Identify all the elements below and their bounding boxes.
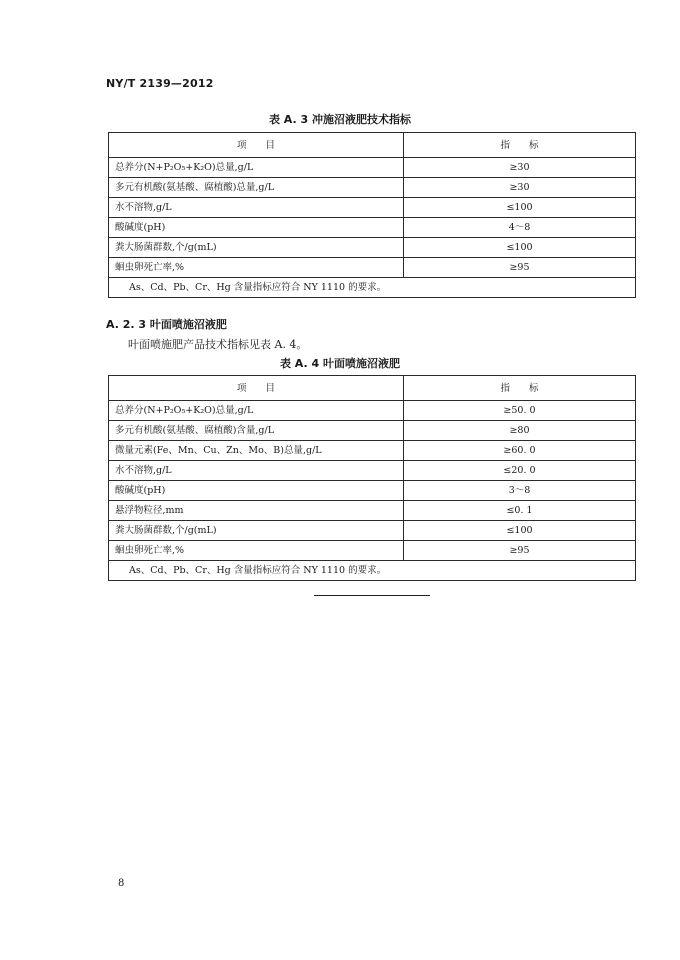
row-value: ≥95 <box>404 258 636 278</box>
row-item: 悬浮物粒径,mm <box>109 501 404 521</box>
row-item: 水不溶物,g/L <box>109 198 404 218</box>
row-value: ≥60. 0 <box>404 441 636 461</box>
table-note: As、Cd、Pb、Cr、Hg 含量指标应符合 NY 1110 的要求。 <box>109 561 636 581</box>
table-row <box>109 198 636 218</box>
row-value: ≤100 <box>404 198 636 218</box>
page-number: 8 <box>118 878 125 889</box>
table-note-row <box>109 278 636 298</box>
table-row <box>109 481 636 501</box>
row-item: 微量元素(Fe、Mn、Cu、Zn、Mo、B)总量,g/L <box>109 441 404 461</box>
row-item: 蛔虫卵死亡率,% <box>109 258 404 278</box>
row-item: 蛔虫卵死亡率,% <box>109 541 404 561</box>
table-row <box>109 218 636 238</box>
row-value: ≤0. 1 <box>404 501 636 521</box>
table-a4-caption: 表 A. 4 叶面喷施沼液肥 <box>279 357 401 370</box>
table-row <box>109 441 636 461</box>
column-header-item: 项 目 <box>109 133 404 158</box>
table-header-row <box>109 376 636 401</box>
table-row <box>109 158 636 178</box>
column-header-index: 指 标 <box>404 133 636 158</box>
row-value: 4～8 <box>404 218 636 238</box>
table-note: As、Cd、Pb、Cr、Hg 含量指标应符合 NY 1110 的要求。 <box>109 278 636 298</box>
table-row <box>109 238 636 258</box>
table-a3-caption: 表 A. 3 冲施沼液肥技术指标 <box>268 113 412 126</box>
table-header-row <box>109 133 636 158</box>
row-item: 酸碱度(pH) <box>109 218 404 238</box>
table-row <box>109 401 636 421</box>
end-rule <box>314 595 430 596</box>
table-row <box>109 258 636 278</box>
table-row <box>109 501 636 521</box>
row-value: ≥80 <box>404 421 636 441</box>
row-value: ≥30 <box>404 158 636 178</box>
row-item: 粪大肠菌群数,个/g(mL) <box>109 521 404 541</box>
column-header-item: 项 目 <box>109 376 404 401</box>
section-paragraph: 叶面喷施肥产品技术指标见表 A. 4。 <box>128 338 308 351</box>
row-value: ≤100 <box>404 521 636 541</box>
row-item: 多元有机酸(氨基酸、腐植酸)总量,g/L <box>109 178 404 198</box>
table-row <box>109 461 636 481</box>
row-value: ≥95 <box>404 541 636 561</box>
standard-number: NY/T 2139—2012 <box>106 77 214 90</box>
row-value: ≤100 <box>404 238 636 258</box>
table-a4 <box>108 375 636 581</box>
row-item: 粪大肠菌群数,个/g(mL) <box>109 238 404 258</box>
column-header-index: 指 标 <box>404 376 636 401</box>
table-row <box>109 178 636 198</box>
table-row <box>109 421 636 441</box>
row-item: 总养分(N+P₂O₅+K₂O)总量,g/L <box>109 401 404 421</box>
table-a3 <box>108 132 636 298</box>
table-note-row <box>109 561 636 581</box>
section-heading-a23: A. 2. 3 叶面喷施沼液肥 <box>106 318 227 331</box>
table-row <box>109 521 636 541</box>
row-value: ≤20. 0 <box>404 461 636 481</box>
row-item: 酸碱度(pH) <box>109 481 404 501</box>
row-value: ≥50. 0 <box>404 401 636 421</box>
row-item: 多元有机酸(氨基酸、腐植酸)含量,g/L <box>109 421 404 441</box>
row-value: ≥30 <box>404 178 636 198</box>
table-row <box>109 541 636 561</box>
row-value: 3～8 <box>404 481 636 501</box>
row-item: 水不溶物,g/L <box>109 461 404 481</box>
row-item: 总养分(N+P₂O₅+K₂O)总量,g/L <box>109 158 404 178</box>
